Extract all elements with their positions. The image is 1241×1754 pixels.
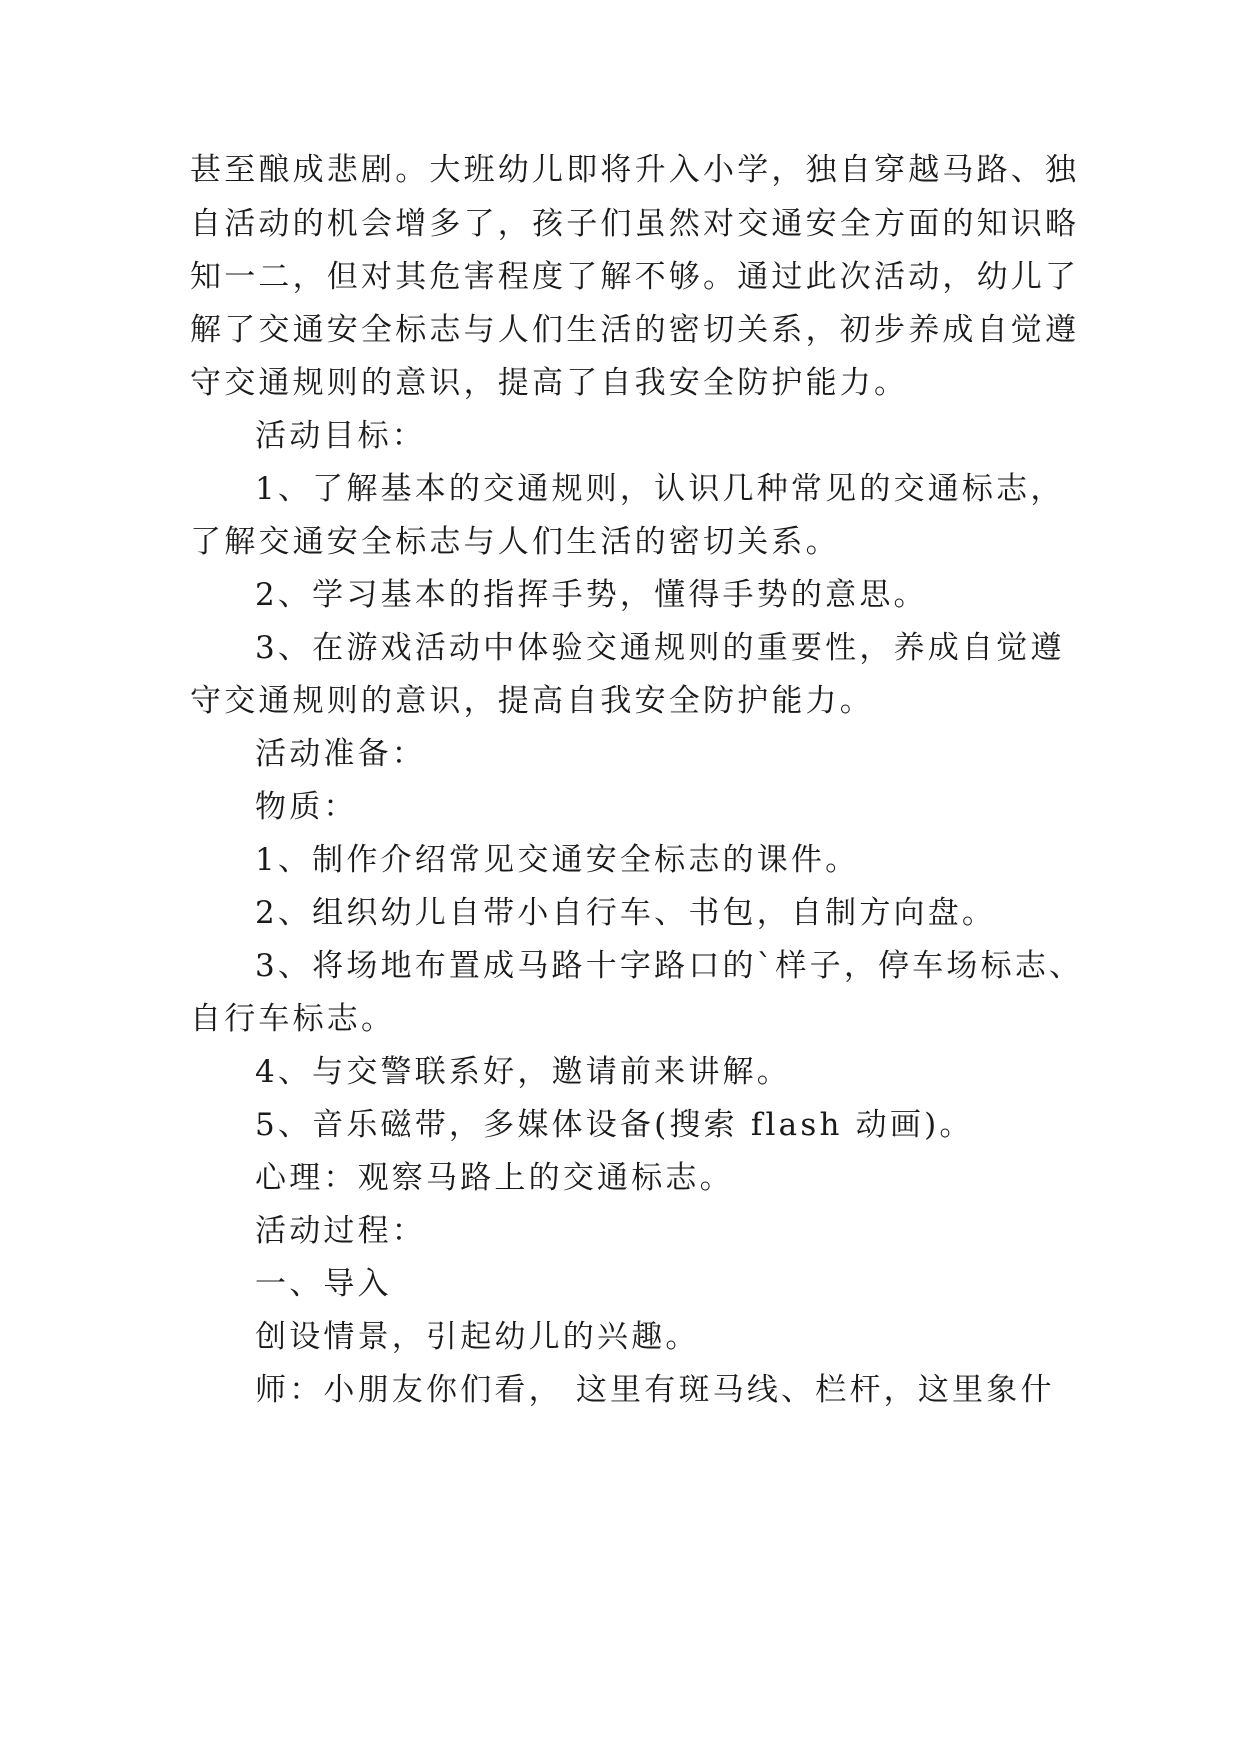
section-heading: 活动准备： bbox=[255, 736, 426, 772]
text-line: 知一二，但对其危害程度了解不够。通过此次活动，幼儿了 bbox=[190, 259, 1080, 295]
text-line: 心理：观察马路上的交通标志。 bbox=[255, 1160, 734, 1196]
text-line: 3、将场地布置成马路十字路口的`样子，停车场标志、 bbox=[255, 948, 1084, 984]
text-line: 自活动的机会增多了，孩子们虽然对交通安全方面的知识略 bbox=[190, 206, 1080, 242]
text-line: 3、在游戏活动中体验交通规则的重要性，养成自觉遵 bbox=[255, 630, 1065, 666]
sub-heading: 一、导入 bbox=[255, 1266, 392, 1302]
text-line: 了解交通安全标志与人们生活的密切关系。 bbox=[190, 524, 840, 560]
text-line: 1、了解基本的交通规则，认识几种常见的交通标志， bbox=[255, 471, 1065, 507]
text-line: 解了交通安全标志与人们生活的密切关系，初步养成自觉遵 bbox=[190, 312, 1080, 348]
text-line: 2、学习基本的指挥手势，懂得手势的意思。 bbox=[255, 577, 928, 613]
text-line: 守交通规则的意识，提高自我安全防护能力。 bbox=[190, 683, 874, 719]
text-line: 5、音乐磁带，多媒体设备(搜索 flash 动画)。 bbox=[255, 1107, 974, 1143]
text-line: 4、与交警联系好，邀请前来讲解。 bbox=[255, 1054, 791, 1090]
section-heading: 活动过程： bbox=[255, 1213, 426, 1249]
text-line: 甚至酿成悲剧。大班幼儿即将升入小学，独自穿越马路、独 bbox=[190, 152, 1080, 188]
text-line: 师：小朋友你们看， 这里有斑马线、栏杆，这里象什 bbox=[255, 1372, 1055, 1408]
text-line: 守交通规则的意识，提高了自我安全防护能力。 bbox=[190, 365, 909, 401]
text-line: 2、组织幼儿自带小自行车、书包，自制方向盘。 bbox=[255, 895, 997, 931]
section-heading: 活动目标： bbox=[255, 418, 426, 454]
sub-heading: 物质： bbox=[255, 789, 358, 825]
text-line: 自行车标志。 bbox=[190, 1001, 396, 1037]
text-line: 创设情景，引起幼儿的兴趣。 bbox=[255, 1319, 700, 1355]
text-line: 1、制作介绍常见交通安全标志的课件。 bbox=[255, 842, 860, 878]
